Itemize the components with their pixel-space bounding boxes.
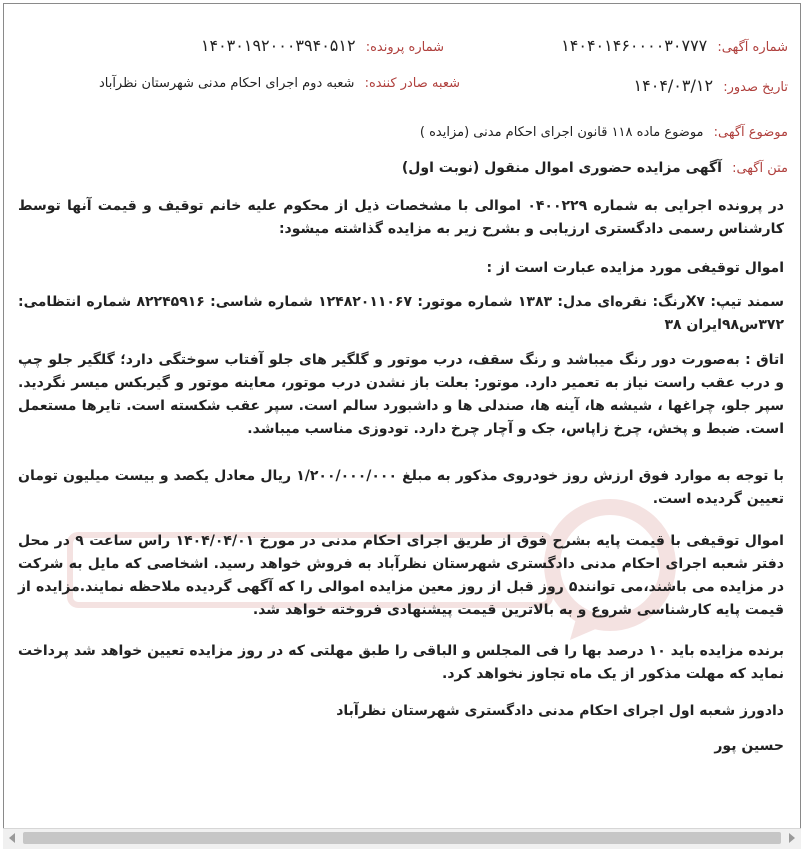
notice-number-row (561, 36, 788, 55)
paragraph-signer-name: حسین پور (714, 738, 784, 754)
paragraph-auction-terms: اموال توقیفی با قیمت پایه بشرح فوق از طریق اجرای احکام مدنی در مورخ ۱۴۰۴/۰۴/۰۱ راس ساعت ۹ در محل دفتر شعبه اجرای احکام مدنی دادگستری شهرستان نظرآباد به فروش خواهد رسید. اشخاصی که مایل به شرکت در مزایده می باشند،می توانند۵ روز قبل از روز معین مزایده اموالی را که آگهی گردیده ملاحظه نمایند.مزایده از قیمت پایه کارشناسی شروع و به بالاترین قیمت پیشنهادی فروخته خواهد شد. (18, 533, 785, 618)
issue-date-row (634, 76, 788, 95)
subject-row (420, 125, 788, 140)
paragraph-valuation: با توجه به موارد فوق ارزش روز خودروی مذکور به مبلغ ۱/۲۰۰/۰۰۰/۰۰۰ ریال معادل یکصد و بیست میلیون تومان تعیین گردیده است. (18, 468, 784, 507)
scroll-right-arrow-icon[interactable] (789, 833, 795, 843)
paragraph-signer-office: دادورز شعبه اول اجرای احکام مدنی دادگستری شهرستان نظرآباد (336, 703, 784, 719)
paragraph-intro: در پرونده اجرایی به شماره ۰۴۰۰۲۲۹ اموالی با مشخصات ذیل از محکوم علیه خانم توقیف و قیمت آنها توسط کارشناس رسمی دادگستری ارزیابی و بشرح زیر به مزایده گذاشته میشود: (18, 198, 784, 237)
subject: موضوع ماده ۱۱۸ قانون اجرای احکام مدنی (مزایده ) (419, 125, 704, 140)
horizontal-scrollbar[interactable] (3, 828, 801, 849)
paragraph-vehicle-spec: سمند تیپ: X۷رنگ: نقره‌ای مدل: ۱۳۸۳ شماره موتور: ۱۲۴۸۲۰۱۱۰۶۷ شماره شاسی: ۸۲۲۴۵۹۱۶ شماره انتظامی: ۳۷۲س۹۸ایران ۳۸ (18, 294, 785, 333)
paragraph-payment-terms: برنده مزایده باید ۱۰ درصد بها را فی المجلس و الباقی را طبق مهلتی که در روز مزایده تعیین خواهد شد پرداخت نماید که مهلت مذکور از یک ماه تجاوز نخواهد کرد. (18, 643, 785, 682)
case-number-label: شماره پرونده: (365, 40, 444, 55)
issuer-label: شعبه صادر کننده: (364, 76, 460, 91)
scrollbar-thumb[interactable] (23, 832, 781, 844)
notice-number: ۱۴۰۴۰۱۴۶۰۰۰۰۳۰۷۷۷ (561, 36, 708, 55)
text-title: آگهی مزایده حضوری اموال منقول (نوبت اول) (401, 160, 722, 176)
text-label: متن آگهی: (732, 161, 788, 176)
case-number: ۱۴۰۳۰۱۹۲۰۰۰۳۹۴۰۵۱۲ (200, 36, 356, 55)
issuer-row (99, 76, 460, 91)
issue-date-label: تاریخ صدور: (723, 80, 788, 95)
issuer: شعبه دوم اجرای احکام مدنی شهرستان نظرآباد (98, 76, 355, 91)
subject-label: موضوع آگهی: (713, 125, 788, 140)
paragraph-items-heading: اموال توقیفی مورد مزایده عبارت است از : (486, 260, 784, 276)
issue-date: ۱۴۰۴/۰۳/۱۲ (633, 76, 714, 95)
notice-number-label: شماره آگهی: (717, 40, 788, 55)
case-number-row (201, 36, 444, 55)
paragraph-condition: اتاق : به‌صورت دور رنگ میباشد و رنگ سقف، درب موتور و گلگیر های جلو آفتاب سوختگی دارد؛ گلگیر جلو چپ و درب عقب راست نیاز به تعمیر دارد. موتور: بعلت باز نشدن درب موتور، معاینه موتور و گیربکس میسر نگردید. سپر جلو، چراغها ، شیشه ها، آینه ها، صندلی ها و داشبورد سالم است. سپر عقب شکسته است. تایرها مستعمل است. ضبط و پخش، چرخ زاپاس، جک و آچار چرخ دارد. تودوزی مناسب میباشد. (18, 352, 784, 437)
text-title-row (402, 160, 788, 176)
scroll-left-arrow-icon[interactable] (9, 833, 15, 843)
